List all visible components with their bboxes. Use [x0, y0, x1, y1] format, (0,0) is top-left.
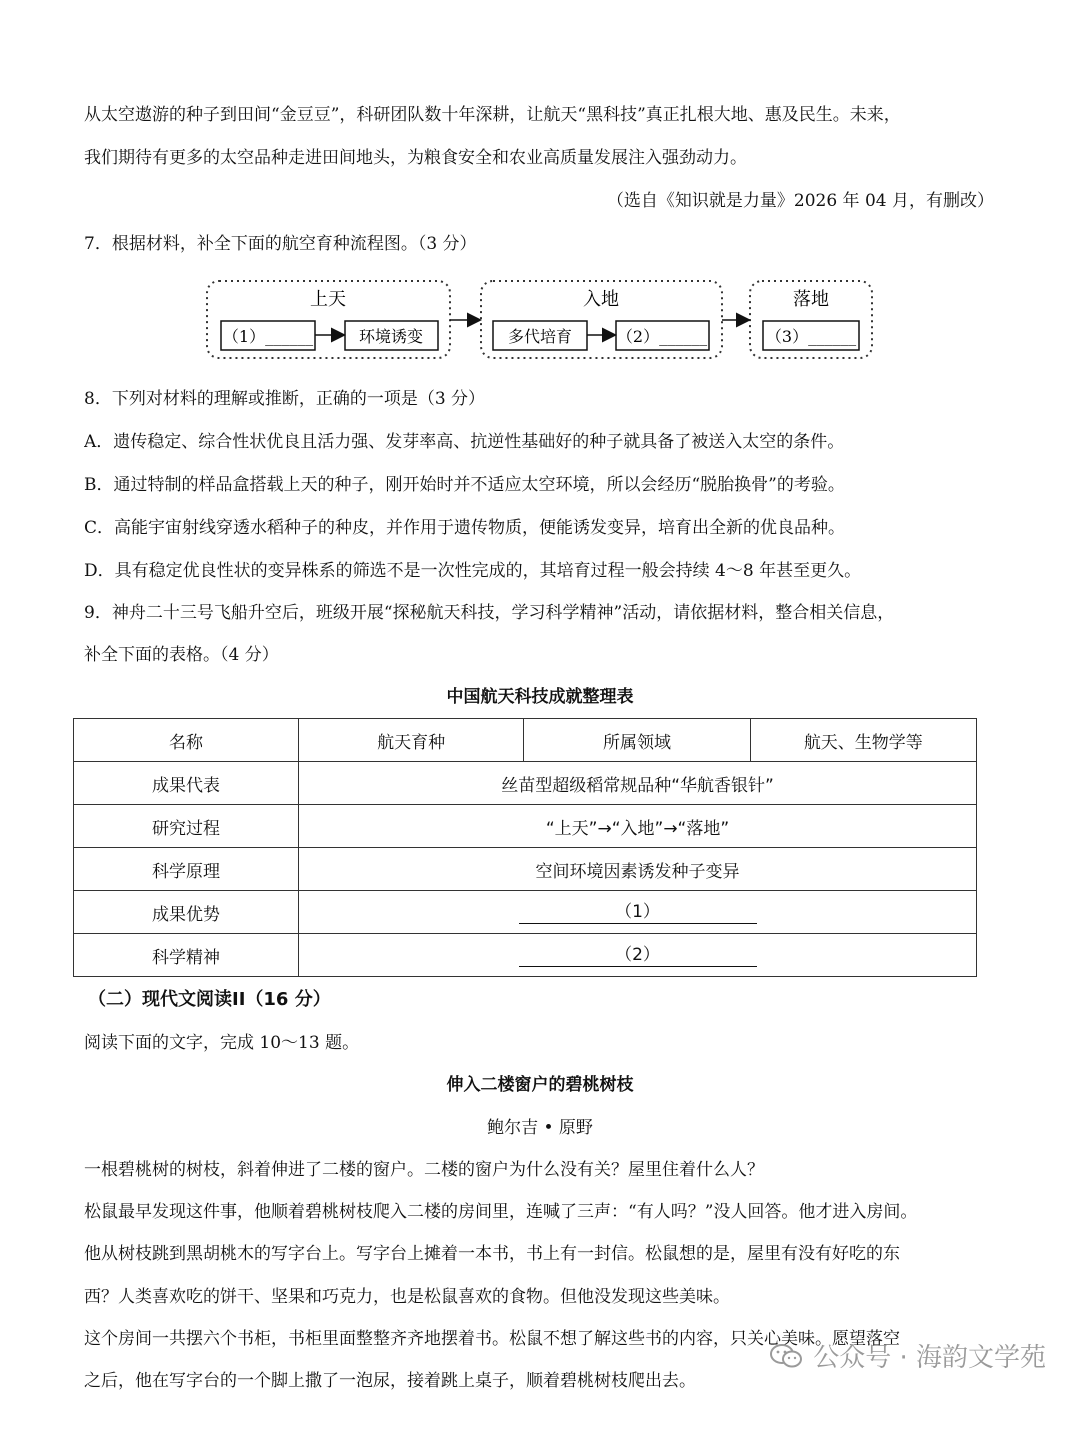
story-paragraph-line: 一根碧桃树的树枝，斜着伸进了二楼的窗户。二楼的窗户为什么没有关？屋里住着什么人？ [84, 1160, 764, 1180]
table-title: 中国航天科技成就整理表 [446, 687, 634, 707]
stage-title-shangtian: 上天 [310, 289, 346, 310]
watermark [769, 1337, 1046, 1374]
table-cell: 丝苗型超级稻常规品种“华航香银针” [299, 762, 977, 805]
answer-blank-2[interactable]: （2） [519, 944, 757, 967]
q8-option-b: B．通过特制的样品盒搭载上天的种子，刚开始时并不适应太空环境，所以会经历“脱胎换骨”的考验。 [84, 475, 845, 495]
table-cell: 科学原理 [74, 848, 299, 891]
stage-box-luodi [750, 281, 872, 358]
flow-box-blank-1-label: （1）______ [222, 327, 314, 346]
table-row [74, 891, 977, 934]
flow-box-environment [345, 321, 438, 350]
story-paragraph-line: 西？人类喜欢吃的饼干、坚果和巧克力，也是松鼠喜欢的食物。但他没发现这些美味。 [84, 1287, 730, 1307]
table-cell: 名称 [74, 719, 299, 762]
table-cell: 所属领域 [524, 719, 750, 762]
table-cell: 研究过程 [74, 805, 299, 848]
table-row [74, 934, 977, 977]
story-paragraph-line: 他从树枝跳到黑胡桃木的写字台上。写字台上摊着一本书，书上有一封信。松鼠想的是，屋里有没有好吃的东 [84, 1244, 900, 1264]
achievement-table [73, 718, 977, 977]
watermark-text: 公众号 · 海韵文学苑 [813, 1343, 1046, 1373]
story-author: 鲍尔吉 • 原野 [487, 1118, 593, 1138]
flow-box-cultivation [493, 321, 587, 350]
story-paragraph-line: 松鼠最早发现这件事，他顺着碧桃树枝爬入二楼的房间里，连喊了三声：“有人吗？”没人回答。他才进入房间。 [84, 1202, 918, 1222]
table-cell: 航天、生物学等 [750, 719, 976, 762]
stage-box-rudi [481, 281, 722, 358]
stage-box-shangtian [207, 281, 450, 358]
table-cell-blank [299, 934, 977, 977]
answer-blank-1[interactable]: （1） [519, 901, 757, 924]
q8-option-d: D．具有稳定优良性状的变异株系的筛选不是一次性完成的，其培育过程一般会持续 4～8 年甚至更久。 [84, 561, 862, 581]
q8-prompt: 8．下列对材料的理解或推断，正确的一项是（3 分） [84, 389, 486, 409]
table-cell-blank [299, 891, 977, 934]
table-cell: 成果优势 [74, 891, 299, 934]
table-cell: “上天”→“入地”→“落地” [299, 805, 977, 848]
q8-option-a: A．遗传稳定、综合性状优良且活力强、发芽率高、抗逆性基础好的种子就具备了被送入太空的条件。 [84, 432, 845, 452]
table-cell: 成果代表 [74, 762, 299, 805]
table-row [74, 762, 977, 805]
wechat-icon [769, 1342, 803, 1370]
q7-prompt: 7．根据材料，补全下面的航空育种流程图。（3 分） [84, 234, 477, 254]
table-cell: 空间环境因素诱发种子变异 [299, 848, 977, 891]
q9-prompt-line-2: 补全下面的表格。（4 分） [84, 645, 279, 665]
table-row [74, 848, 977, 891]
flow-box-blank-2 [616, 321, 709, 350]
table-row [74, 719, 977, 762]
flow-box-blank-1 [221, 321, 315, 350]
section-heading: （二）现代文阅读II（16 分） [88, 989, 331, 1010]
flow-box-blank-3-label: （3）______ [765, 327, 857, 346]
story-paragraph-line: 之后，他在写字台的一个脚上撒了一泡尿，接着跳上桌子，顺着碧桃树枝爬出去。 [84, 1371, 696, 1391]
flow-box-blank-2-label: （2）______ [616, 327, 708, 346]
flow-box-blank-3 [763, 321, 859, 350]
section-instruction: 阅读下面的文字，完成 10～13 题。 [84, 1033, 360, 1053]
passage-line-1: 从太空遨游的种子到田间“金豆豆”，科研团队数十年深耕，让航天“黑科技”真正扎根大地、惠及民生。未来， [84, 105, 901, 125]
story-paragraph-line: 这个房间一共摆六个书柜，书柜里面整整齐齐地摆着书。松鼠不想了解这些书的内容，只关心美味。愿望落空 [84, 1329, 900, 1349]
story-title: 伸入二楼窗户的碧桃树枝 [446, 1075, 634, 1095]
source-citation: （选自《知识就是力量》2026 年 04 月，有删改） [606, 191, 994, 211]
table-cell: 航天育种 [299, 719, 524, 762]
passage-line-2: 我们期待有更多的太空品种走进田间地头，为粮食安全和农业高质量发展注入强劲动力。 [84, 148, 747, 168]
stage-title-rudi: 入地 [583, 289, 619, 310]
table-cell: 科学精神 [74, 934, 299, 977]
q8-option-c: C．高能宇宙射线穿透水稻种子的种皮，并作用于遗传物质，便能诱发变异，培育出全新的优良品种。 [84, 518, 846, 538]
flow-box-environment-label: 环境诱变 [358, 327, 424, 346]
q9-prompt-line-1: 9．神舟二十三号飞船升空后，班级开展“探秘航天科技，学习科学精神”活动，请依据材料，整合相关信息， [84, 603, 895, 623]
stage-title-luodi: 落地 [793, 289, 829, 310]
table-row [74, 805, 977, 848]
flow-box-cultivation-label: 多代培育 [507, 327, 573, 346]
